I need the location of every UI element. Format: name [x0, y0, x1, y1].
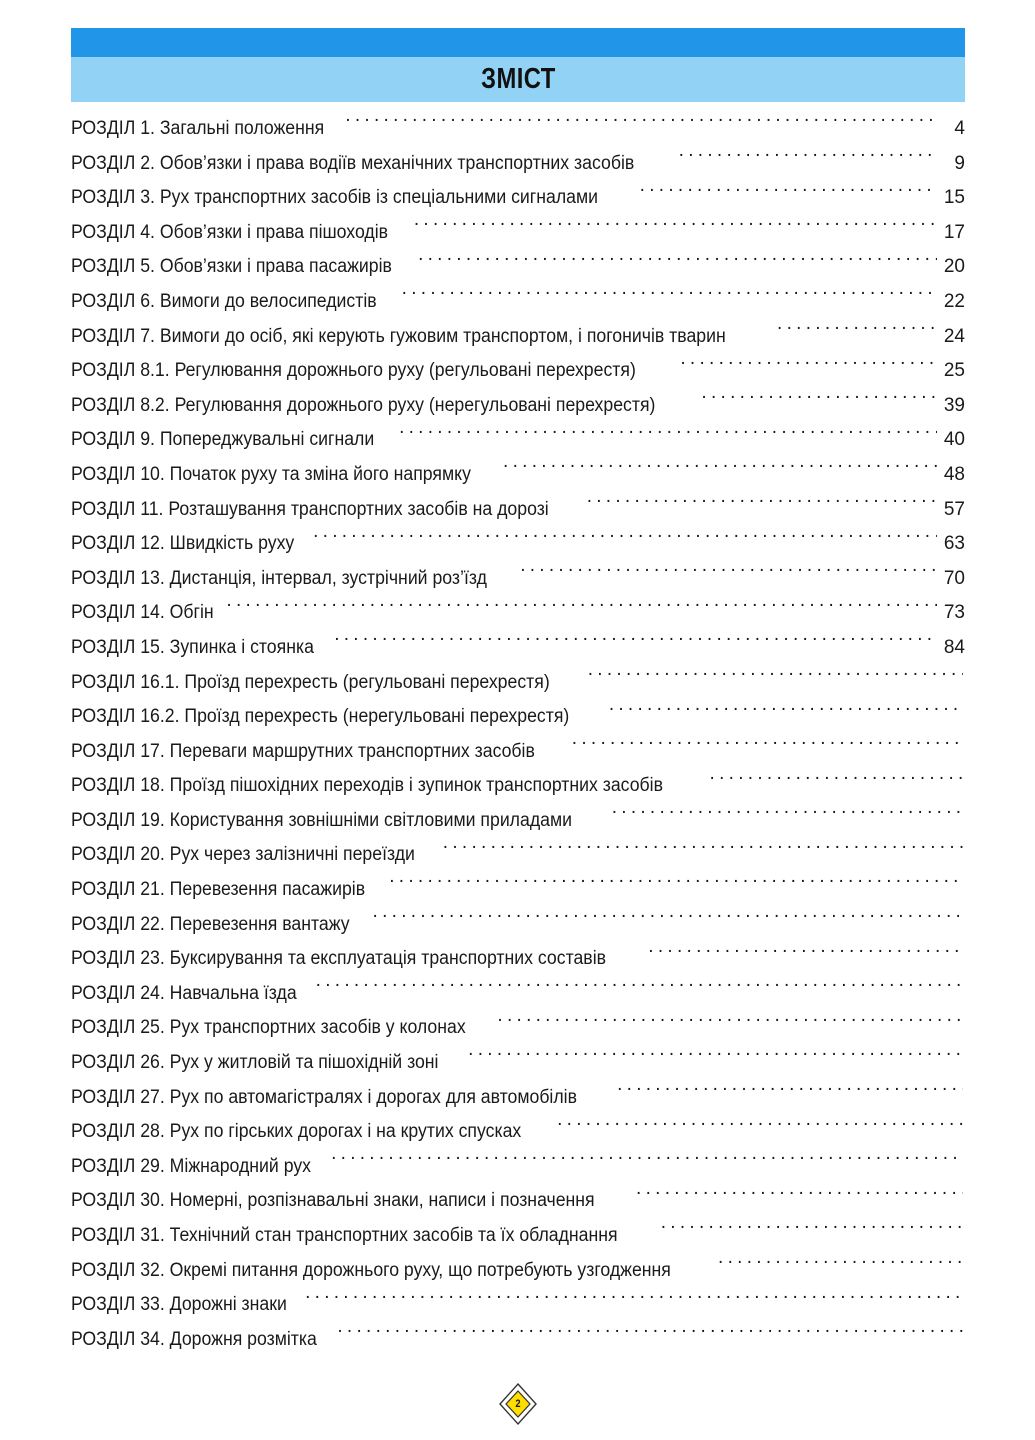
toc-entry-page-number: 17 — [943, 221, 965, 243]
toc-leader-dots — [777, 323, 937, 342]
page-title: ЗМІСТ — [480, 63, 556, 95]
toc-leader-dots — [226, 599, 937, 618]
page-header-banner — [71, 28, 965, 102]
toc-leader-dots — [418, 253, 937, 272]
toc-entry[interactable] — [71, 147, 965, 182]
toc-entry[interactable] — [71, 112, 965, 147]
toc-entry-page-number: 63 — [943, 533, 965, 555]
toc-entry[interactable] — [71, 735, 965, 770]
toc-entry-label: РОЗДІЛ 16.1. Проїзд перехресть (регульовані перехрестя) — [71, 671, 550, 693]
toc-entry[interactable] — [71, 1254, 965, 1289]
toc-entry[interactable] — [71, 1046, 965, 1081]
toc-entry-label: РОЗДІЛ 27. Рух по автомагістралях і дорогах для автомобілів — [71, 1086, 577, 1108]
table-of-contents — [71, 112, 965, 1357]
toc-entry-page-number: 40 — [943, 429, 965, 451]
toc-entry-page-number: 84 — [943, 636, 965, 658]
toc-entry-label: РОЗДІЛ 28. Рух по гірських дорогах і на крутих спусках — [71, 1121, 522, 1143]
toc-leader-dots — [587, 496, 937, 515]
toc-entry-label: РОЗДІЛ 12. Швидкість руху — [71, 533, 295, 555]
toc-entry[interactable] — [71, 596, 965, 631]
toc-entry[interactable] — [71, 700, 965, 735]
toc-leader-dots — [399, 426, 937, 445]
toc-leader-dots — [373, 911, 963, 930]
toc-entry[interactable] — [71, 666, 965, 701]
toc-entry[interactable] — [71, 527, 965, 562]
priority-road-sign-icon — [498, 1382, 538, 1426]
toc-leader-dots — [710, 772, 963, 791]
toc-leader-dots — [636, 1187, 963, 1206]
toc-entry-label: РОЗДІЛ 31. Технічний стан транспортних засобів та їх обладнання — [71, 1225, 618, 1246]
toc-entry-label: РОЗДІЛ 33. Дорожні знаки — [71, 1294, 287, 1316]
toc-entry[interactable] — [71, 1184, 965, 1219]
toc-entry-label: РОЗДІЛ 4. Обов’язки і права пішоходів — [71, 221, 389, 243]
toc-entry[interactable] — [71, 1288, 965, 1323]
toc-leader-dots — [680, 357, 937, 376]
header-title-bar — [71, 57, 965, 102]
toc-entry-page-number: 25 — [943, 360, 965, 382]
toc-entry[interactable] — [71, 493, 965, 528]
toc-entry[interactable] — [71, 1219, 965, 1254]
toc-entry[interactable] — [71, 216, 965, 251]
toc-entry[interactable] — [71, 285, 965, 320]
toc-entry-label: РОЗДІЛ 21. Перевезення пасажирів — [71, 879, 366, 901]
toc-leader-dots — [305, 1291, 963, 1310]
toc-leader-dots — [443, 841, 963, 860]
toc-entry-page-number: 9 — [954, 152, 965, 174]
toc-entry-page-number: 4 — [954, 118, 965, 139]
toc-leader-dots — [701, 392, 937, 411]
toc-entry[interactable] — [71, 1115, 965, 1150]
toc-entry[interactable] — [71, 562, 965, 597]
page-footer — [0, 1382, 1035, 1426]
toc-entry-label: РОЗДІЛ 26. Рух у житловій та пішохідній зоні — [71, 1052, 439, 1074]
toc-entry-page-number: 70 — [943, 567, 965, 589]
toc-leader-dots — [661, 1222, 963, 1241]
toc-entry[interactable] — [71, 250, 965, 285]
toc-entry-label: РОЗДІЛ 17. Переваги маршрутних транспортних засобів — [71, 740, 535, 762]
toc-entry[interactable] — [71, 354, 965, 389]
toc-leader-dots — [617, 1084, 963, 1103]
toc-entry-page-number: 57 — [943, 498, 965, 520]
toc-entry-label: РОЗДІЛ 22. Перевезення вантажу — [71, 913, 350, 935]
toc-entry-label: РОЗДІЛ 11. Розташування транспортних засобів на дорозі — [71, 498, 549, 520]
toc-entry-label: РОЗДІЛ 32. Окремі питання дорожнього руху, що потребують узгодження — [71, 1259, 671, 1281]
toc-entry[interactable] — [71, 1081, 965, 1116]
toc-leader-dots — [389, 876, 963, 895]
toc-leader-dots — [497, 1014, 963, 1033]
toc-entry-label: РОЗДІЛ 24. Навчальна їзда — [71, 982, 297, 1004]
toc-leader-dots — [402, 288, 937, 307]
toc-leader-dots — [468, 1049, 963, 1068]
toc-leader-dots — [679, 150, 937, 169]
toc-entry[interactable] — [71, 977, 965, 1012]
toc-entry[interactable] — [71, 1323, 965, 1358]
toc-entry[interactable] — [71, 838, 965, 873]
toc-entry-label: РОЗДІЛ 10. Початок руху та зміна його напрямку — [71, 463, 471, 485]
toc-entry[interactable] — [71, 873, 965, 908]
toc-leader-dots — [572, 738, 963, 757]
toc-entry[interactable] — [71, 458, 965, 493]
toc-entry-label: РОЗДІЛ 18. Проїзд пішохідних переходів і зупинок транспортних засобів — [71, 775, 663, 797]
toc-entry-page-number: 48 — [943, 463, 965, 485]
toc-entry-page-number: 39 — [943, 394, 965, 416]
toc-leader-dots — [503, 461, 937, 480]
toc-entry-page-number: 20 — [943, 256, 965, 278]
toc-entry-label: РОЗДІЛ 19. Користування зовнішніми світловими приладами — [71, 809, 572, 831]
toc-leader-dots — [648, 945, 963, 964]
toc-leader-dots — [612, 807, 963, 826]
toc-entry-label: РОЗДІЛ 9. Попереджувальні сигнали — [71, 429, 375, 451]
toc-leader-dots — [557, 1118, 963, 1137]
toc-entry[interactable] — [71, 320, 965, 355]
toc-entry-label: РОЗДІЛ 6. Вимоги до велосипедистів — [71, 290, 377, 312]
toc-leader-dots — [331, 1153, 963, 1172]
toc-entry[interactable] — [71, 769, 965, 804]
toc-entry-page-number: 24 — [943, 325, 965, 347]
toc-entry-label: РОЗДІЛ 2. Обов’язки і права водіїв механічних транспортних засобів — [71, 152, 635, 174]
page-number: 2 — [514, 1398, 521, 1410]
toc-entry-page-number: 15 — [943, 187, 965, 209]
toc-entry-label: РОЗДІЛ 8.2. Регулювання дорожнього руху (нерегульовані перехрестя) — [71, 394, 656, 416]
toc-entry-label: РОЗДІЛ 20. Рух через залізничні переїзди — [71, 844, 415, 866]
toc-entry[interactable] — [71, 423, 965, 458]
toc-entry-label: РОЗДІЛ 14. Обгін — [71, 602, 214, 624]
toc-leader-dots — [316, 980, 963, 999]
toc-entry-label: РОЗДІЛ 34. Дорожня розмітка — [71, 1328, 317, 1350]
toc-entry-label: РОЗДІЛ 23. Буксирування та експлуатація транспортних составів — [71, 948, 607, 970]
toc-entry-label: РОЗДІЛ 29. Міжнародний рух — [71, 1155, 312, 1177]
toc-leader-dots — [588, 669, 963, 688]
toc-entry-label: РОЗДІЛ 16.2. Проїзд перехресть (нерегульовані перехрестя) — [71, 706, 570, 728]
toc-entry[interactable] — [71, 1011, 965, 1046]
toc-leader-dots — [609, 703, 963, 722]
toc-entry[interactable] — [71, 942, 965, 977]
toc-entry-label: РОЗДІЛ 3. Рух транспортних засобів із спеціальними сигналами — [71, 187, 598, 209]
toc-entry[interactable] — [71, 389, 965, 424]
toc-entry[interactable] — [71, 908, 965, 943]
toc-entry-label: РОЗДІЛ 25. Рух транспортних засобів у колонах — [71, 1017, 466, 1039]
toc-entry-label: РОЗДІЛ 5. Обов’язки і права пасажирів — [71, 256, 392, 278]
toc-entry-label: РОЗДІЛ 7. Вимоги до осіб, які керують гужовим транспортом, і погоничів тварин — [71, 325, 726, 347]
toc-leader-dots — [337, 1326, 963, 1345]
toc-entry-label: РОЗДІЛ 1. Загальні положення — [71, 118, 325, 139]
toc-leader-dots — [345, 115, 937, 134]
header-accent-bar — [71, 28, 965, 57]
toc-entry[interactable] — [71, 804, 965, 839]
toc-entry-label: РОЗДІЛ 15. Зупинка і стоянка — [71, 636, 314, 658]
toc-leader-dots — [414, 219, 937, 238]
toc-leader-dots — [334, 634, 937, 653]
toc-entry[interactable] — [71, 1150, 965, 1185]
toc-leader-dots — [520, 565, 937, 584]
toc-entry-label: РОЗДІЛ 13. Дистанція, інтервал, зустрічний роз’їзд — [71, 567, 487, 589]
toc-entry-label: РОЗДІЛ 8.1. Регулювання дорожнього руху (регульовані перехрестя) — [71, 360, 636, 382]
toc-entry[interactable] — [71, 181, 965, 216]
toc-leader-dots — [718, 1257, 963, 1276]
toc-entry-page-number: 73 — [943, 602, 965, 624]
toc-entry-page-number: 22 — [943, 290, 965, 312]
toc-leader-dots — [313, 530, 937, 549]
toc-entry[interactable] — [71, 631, 965, 666]
toc-leader-dots — [640, 184, 937, 203]
toc-entry-label: РОЗДІЛ 30. Номерні, розпізнавальні знаки, написи і позначення — [71, 1190, 595, 1212]
